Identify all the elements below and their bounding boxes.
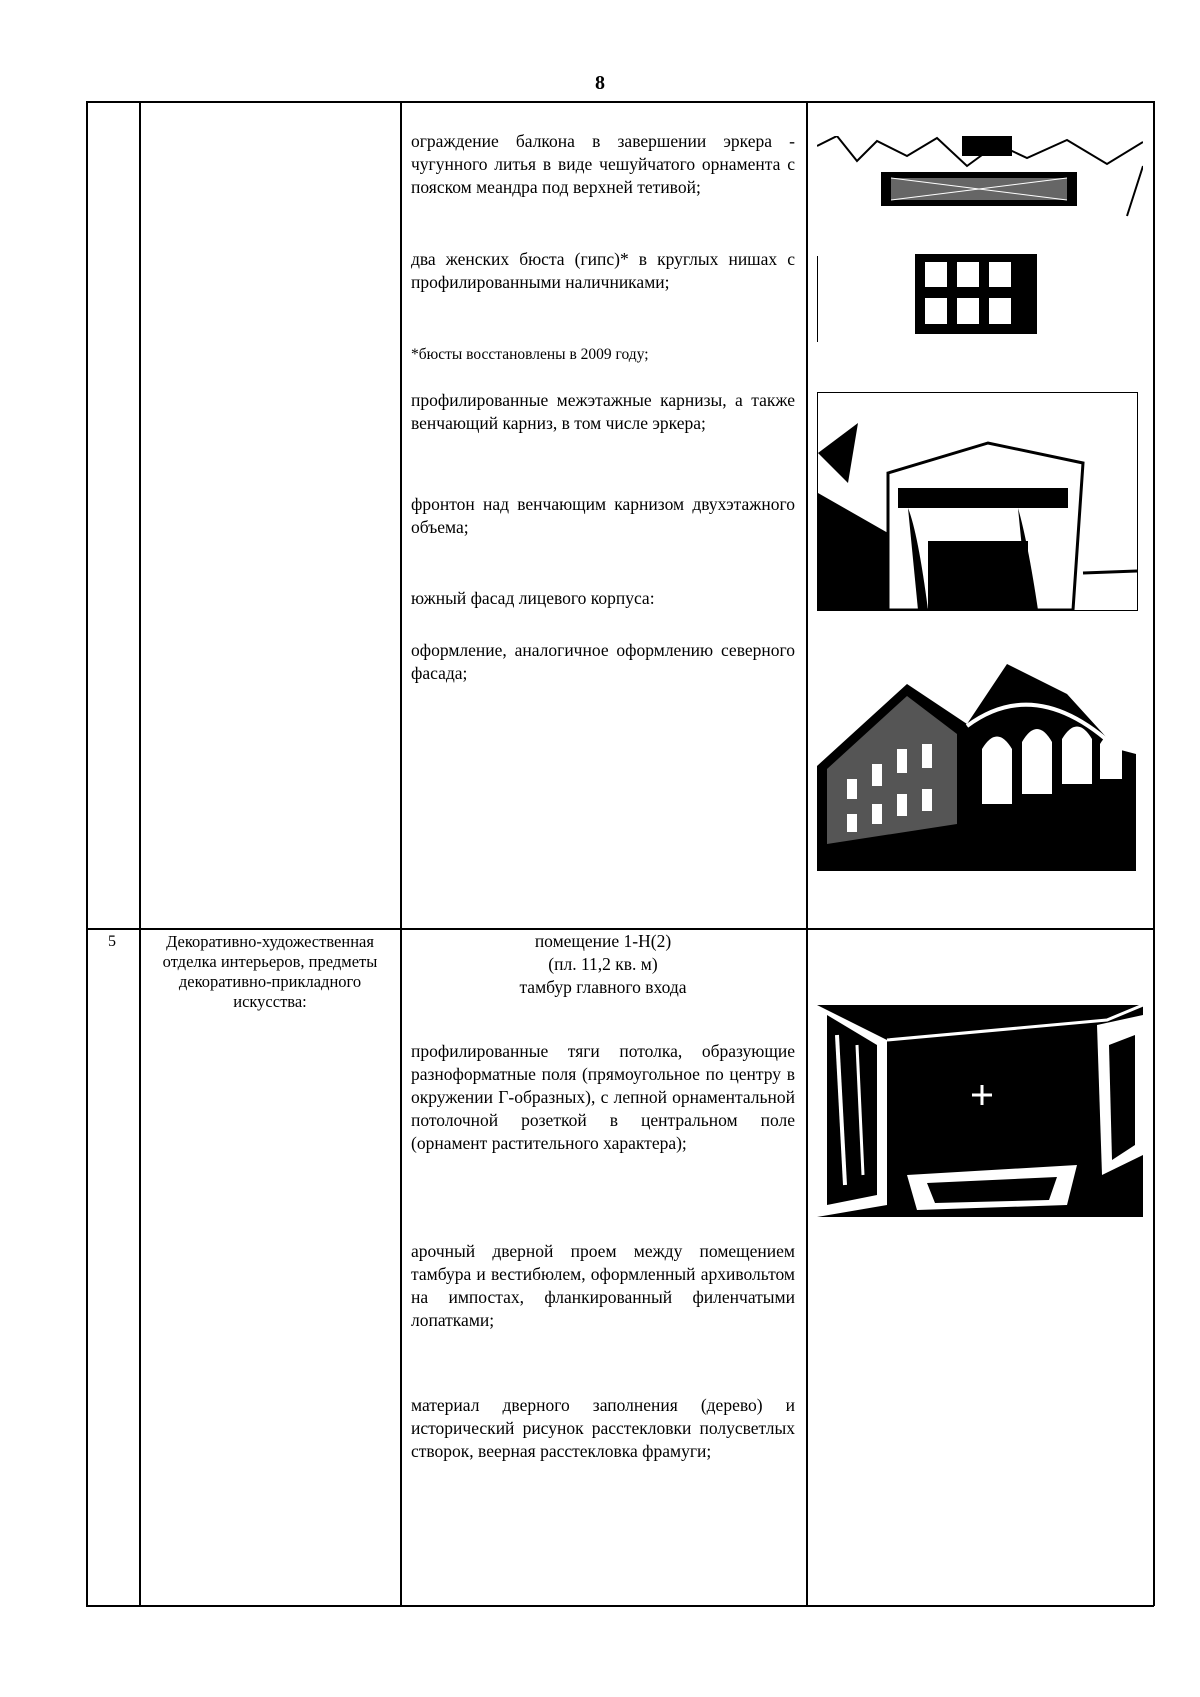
col-border-3 (806, 101, 808, 1606)
pediment-photo-icon (817, 392, 1138, 611)
col-border-1 (139, 101, 141, 1606)
balcony-text: ограждение балкона в завершении эркера - чугунного литья в виде чешуйчатого орнамента с пояском меандра под верхней тетивой; (411, 131, 795, 197)
row-prev-description (411, 130, 795, 685)
cornices-text: профилированные межэтажные карнизы, а также венчающий карниз, в том числе эркера; (411, 390, 795, 433)
page-number: 8 (595, 72, 605, 94)
col-border-0 (86, 101, 88, 1606)
col-border-2 (400, 101, 402, 1606)
door-fill-text: материал дверного заполнения (дерево) и исторический рисунок расстекловки полусветлых створок, веерная расстекловка фрамуги; (411, 1395, 795, 1461)
row-number: 5 (108, 933, 116, 950)
col-border-4 (1153, 101, 1155, 1606)
room-title: помещение 1-Н(2) (534, 931, 672, 951)
busts-text: два женских бюста (гипс)* в круглых нишах с профилированными наличниками; (411, 249, 795, 292)
balcony-photo-icon (817, 136, 1143, 342)
decoration-text: оформление, аналогичное оформлению северного фасада; (411, 640, 795, 683)
room-heading (411, 930, 795, 1040)
row-category: Декоративно-художественная отделка интерьеров, предметы декоративно-прикладного искусства: (162, 932, 378, 1011)
room-area: (пл. 11,2 кв. м) (548, 954, 658, 974)
ceiling-photo-icon (817, 1005, 1143, 1217)
pediment-text: фронтон над венчающим карнизом двухэтажного объема; (411, 494, 795, 537)
table-bottom-border (86, 1605, 1154, 1607)
south-facade-text: южный фасад лицевого корпуса: (411, 588, 655, 608)
table-top-border (86, 101, 1154, 103)
row5-description (411, 930, 795, 1463)
busts-note-text: *бюсты восстановлены в 2009 году; (411, 346, 649, 363)
room-name: тамбур главного входа (519, 977, 687, 997)
south-facade-photo-icon (817, 654, 1136, 871)
doorway-text: арочный дверной проем между помещением тамбура и вестибюлем, оформленный архивольтом на импостах, фланкированный филенчатыми лопатками; (411, 1241, 795, 1330)
ceiling-text: профилированные тяги потолка, образующие разноформатные поля (прямоугольное по центру в окружении Г-образных), с лепной орнаментальной потолочной розеткой в центральном поле (орнамент растительного характера); (411, 1041, 795, 1153)
